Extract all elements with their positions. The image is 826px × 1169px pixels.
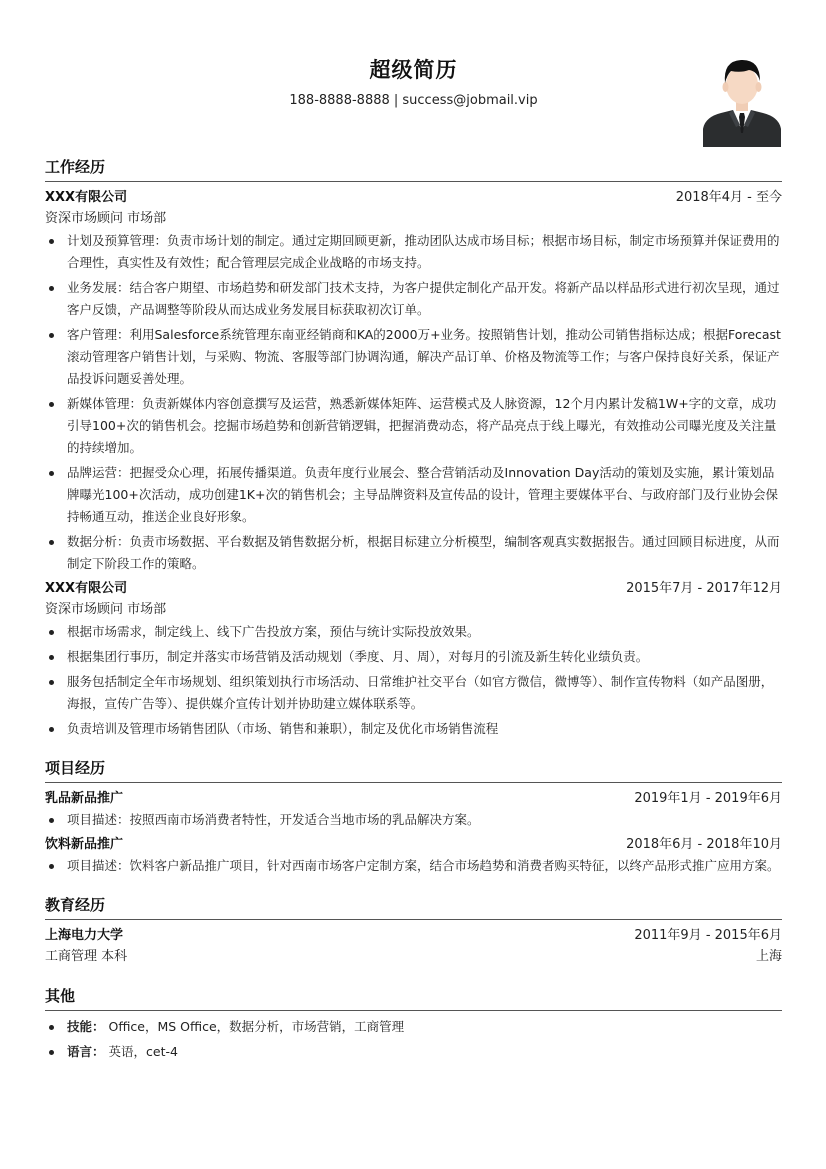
resume-header bbox=[45, 54, 782, 111]
school-name: 上海电力大学 bbox=[45, 928, 124, 943]
education-date: 2011年9月 - 2015年6月 bbox=[634, 928, 782, 943]
list-item: 数据分析：负责市场数据、平台数据及销售数据分析，根据目标建立分析模型，编制客观真实数据报告。通过回顾目标进度，从而制定下阶段工作的策略。 bbox=[45, 531, 782, 575]
project-bullets bbox=[45, 855, 782, 877]
list-item: 根据市场需求，制定线上、线下广告投放方案，预估与统计实际投放效果。 bbox=[45, 621, 782, 643]
list-item: 负责培训及管理市场销售团队（市场、销售和兼职），制定及优化市场销售流程 bbox=[45, 718, 782, 740]
section-title-other: 其他 bbox=[45, 984, 782, 1011]
list-item: 品牌运营：把握受众心理，拓展传播渠道。负责年度行业展会、整合营销活动及Innovation Day活动的策划及实施，累计策划品牌曝光100+次活动，成功创建1K+次的销售机会；主导品牌资料及宣传品的设计，管理主要媒体平台、与政府部门及行业协会保持畅通互动，推送企业良好形象。 bbox=[45, 462, 782, 528]
section-title-projects: 项目经历 bbox=[45, 756, 782, 783]
list-item: 新媒体管理：负责新媒体内容创意撰写及运营，熟悉新媒体矩阵、运营模式及人脉资源，12个月内累计发稿1W+字的文章，成功引导100+次的销售机会。挖掘市场趋势和创新营销逻辑，把握消费动态，将产品亮点于线上曝光，有效推动公司曝光度及关注量的持续增加。 bbox=[45, 393, 782, 459]
list-item: 客户管理：利用Salesforce系统管理东南亚经销商和KA的2000万+业务。按照销售计划，推动公司销售指标达成；根据Forecast滚动管理客户销售计划，与采购、物流、客服等部门协调沟通，解决产品订单、价格及物流等工作；与客户保持良好关系，保证产品投诉问题妥善处理。 bbox=[45, 324, 782, 390]
resume-content bbox=[45, 153, 782, 1066]
list-item: 项目描述：饮料客户新品推广项目，针对西南市场客户定制方案，结合市场趋势和消费者购买特征，以终产品形式推广应用方案。 bbox=[45, 855, 782, 877]
job-bullets bbox=[45, 621, 782, 740]
skills-label: 技能： bbox=[67, 1019, 105, 1034]
education-major: 工商管理 本科 bbox=[45, 949, 128, 964]
list-item: 根据集团行事历，制定并落实市场营销及活动规划（季度、月、周），对每月的引流及新生转化业绩负责。 bbox=[45, 646, 782, 668]
list-item: 计划及预算管理：负责市场计划的制定。通过定期回顾更新，推动团队达成市场目标；根据市场目标，制定市场预算并保证费用的合理性，真实性及有效性；配合管理层完成企业战略的市场支持。 bbox=[45, 230, 782, 274]
language-label: 语言： bbox=[67, 1044, 105, 1059]
list-item: 业务发展：结合客户期望、市场趋势和研发部门技术支持，为客户提供定制化产品开发。将新产品以样品形式进行初次呈现，通过客户反馈，产品调整等阶段从而达成业务发展目标获取初次订单。 bbox=[45, 277, 782, 321]
language-value: 英语，cet-4 bbox=[108, 1044, 178, 1059]
section-title-work: 工作经历 bbox=[45, 155, 782, 182]
job-entry bbox=[45, 187, 782, 575]
education-location: 上海 bbox=[755, 949, 782, 964]
avatar bbox=[703, 53, 781, 147]
job-bullets bbox=[45, 230, 782, 575]
language-item bbox=[45, 1041, 782, 1063]
education-entry bbox=[45, 925, 782, 968]
project-date: 2018年6月 - 2018年10月 bbox=[626, 837, 782, 852]
project-name: 饮料新品推广 bbox=[45, 837, 124, 852]
list-item: 项目描述：按照西南市场消费者特性，开发适合当地市场的乳品解决方案。 bbox=[45, 809, 782, 831]
company-name: XXX有限公司 bbox=[45, 581, 128, 596]
resume-name: 超级简历 bbox=[369, 58, 458, 82]
project-date: 2019年1月 - 2019年6月 bbox=[634, 791, 782, 806]
skills-value: Office，MS Office，数据分析，市场营销，工商管理 bbox=[108, 1019, 405, 1034]
project-entry bbox=[45, 788, 782, 831]
job-date: 2018年4月 - 至今 bbox=[675, 190, 782, 205]
job-date: 2015年7月 - 2017年12月 bbox=[626, 581, 782, 596]
job-role: 资深市场顾问 市场部 bbox=[45, 211, 167, 226]
list-item: 服务包括制定全年市场规划、组织策划执行市场活动、日常维护社交平台（如官方微信，微博等）、制作宣传物料（如产品图册，海报，宣传广告等）、提供媒介宣传计划并协助建立媒体联系等。 bbox=[45, 671, 782, 715]
job-entry bbox=[45, 578, 782, 740]
company-name: XXX有限公司 bbox=[45, 190, 128, 205]
skills-item bbox=[45, 1016, 782, 1038]
job-role: 资深市场顾问 市场部 bbox=[45, 602, 167, 617]
other-bullets bbox=[45, 1016, 782, 1063]
contact-info: 188-8888-8888 | success@jobmail.vip bbox=[289, 93, 538, 108]
section-title-education: 教育经历 bbox=[45, 893, 782, 920]
project-entry bbox=[45, 834, 782, 877]
project-bullets bbox=[45, 809, 782, 831]
project-name: 乳品新品推广 bbox=[45, 791, 124, 806]
resume-page bbox=[45, 0, 782, 1169]
